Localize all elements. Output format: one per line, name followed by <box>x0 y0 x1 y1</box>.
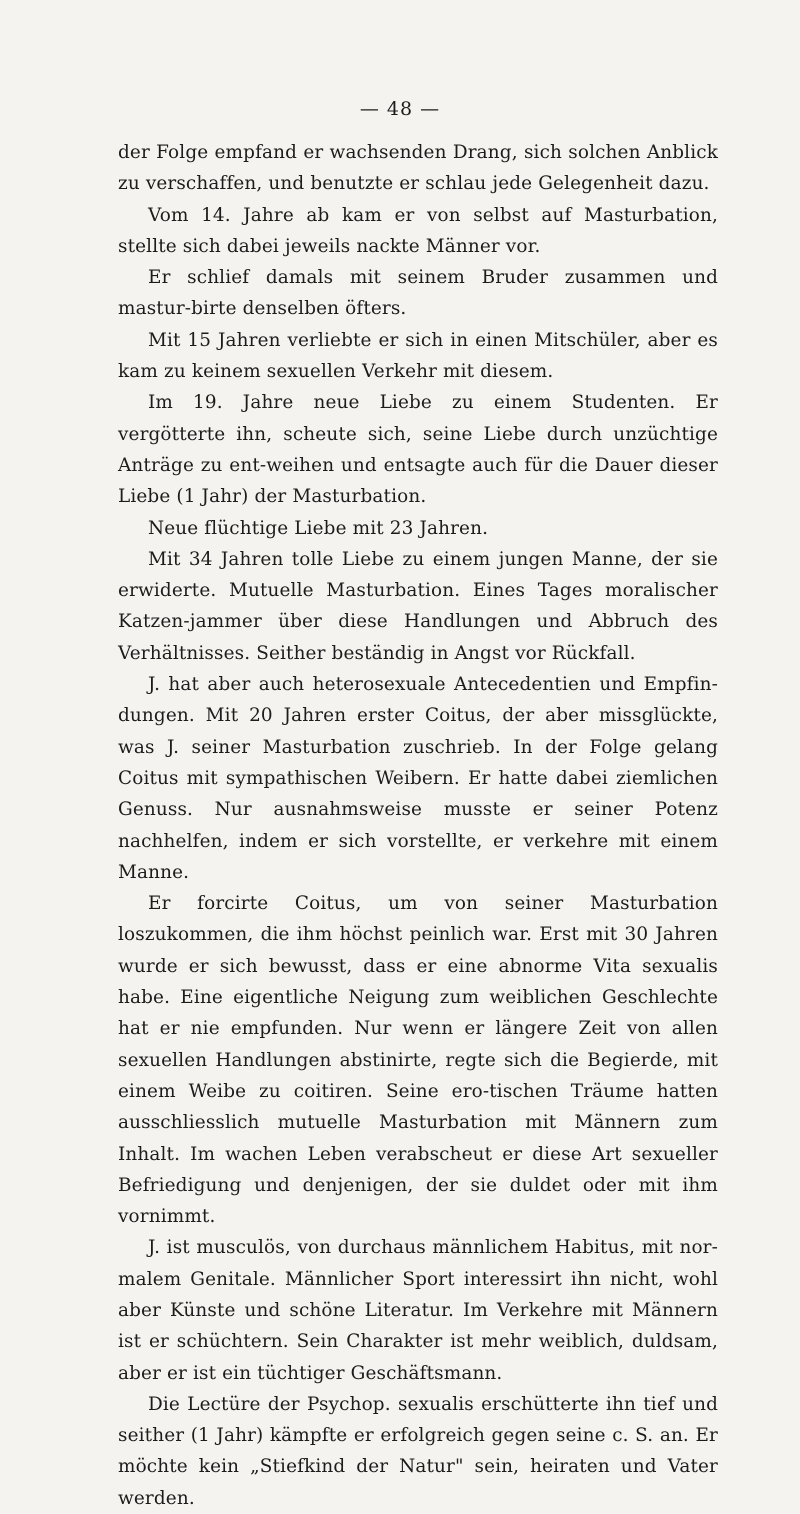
paragraph: J. hat aber auch heterosexuale Antecedentien und Empfin-dungen. Mit 20 Jahren erster Coitus, der aber missglückte, was J. seiner Masturbation zuschrieb. In der Folge gelang Coitus mit sympathischen Weibern. Er hatte dabei ziemlichen Genuss. Nur ausnahmsweise musste er seiner Potenz nachhelfen, indem er sich vorstellte, er verkehre mit einem Manne. <box>118 674 718 883</box>
paragraph: Er forcirte Coitus, um von seiner Masturbation loszukommen, die ihm höchst peinlich war. Erst mit 30 Jahren wurde er sich bewusst, dass er eine abnorme Vita sexualis habe. Eine eigentliche Neigung zum weiblichen Geschlechte hat er nie empfunden. Nur wenn er längere Zeit von allen sexuellen Handlungen abstinirte, regte sich die Begierde, mit einem Weibe zu coitiren. Seine ero-tischen Träume hatten ausschliesslich mutuelle Masturbation mit Männern zum Inhalt. Im wachen Leben verabscheut er diese Art sexueller Befriedigung und denjenigen, der sie duldet oder mit ihm vornimmt. <box>118 893 718 1228</box>
paragraph: Vom 14. Jahre ab kam er von selbst auf Masturbation, stellte sich dabei jeweils nackte Männer vor. <box>118 204 718 257</box>
paragraph: Die Lectüre der Psychop. sexualis erschütterte ihn tief und seither (1 Jahr) kämpfte er erfolgreich gegen seine c. S. an. Er möchte kein „Stiefkind der Natur" sein, heiraten und Vater werden. <box>118 1393 718 1509</box>
paragraph: J. ist musculös, von durchaus männlichem Habitus, mit nor-malem Genitale. Männlicher Sport interessirt ihn nicht, wohl aber Künste und schöne Literatur. Im Verkehre mit Männern ist er schüchtern. Sein Charakter ist mehr weiblich, duldsam, aber er ist ein tüchtiger Geschäftsmann. <box>118 1237 718 1384</box>
paragraph: Mit 34 Jahren tolle Liebe zu einem jungen Manne, der sie erwiderte. Mutuelle Masturbation. Eines Tages moralischer Katzen-jammer über diese Handlungen und Abbruch des Verhältnisses. Seither beständig in Angst vor Rückfall. <box>118 548 718 664</box>
body-text <box>118 137 718 1514</box>
paragraph: der Folge empfand er wachsenden Drang, sich solchen Anblick zu verschaffen, und benutzte er schlau jede Gelegenheit dazu. <box>118 142 718 195</box>
paragraph: Mit 15 Jahren verliebte er sich in einen Mitschüler, aber es kam zu keinem sexuellen Verkehr mit diesem. <box>118 329 718 383</box>
page-number: — 48 — <box>359 98 441 120</box>
paragraph: Neue flüchtige Liebe mit 23 Jahren. <box>148 517 489 539</box>
paragraph: Im 19. Jahre neue Liebe zu einem Studenten. Er vergötterte ihn, scheute sich, seine Liebe durch unzüchtige Anträge zu ent-weihen und entsagte auch für die Dauer dieser Liebe (1 Jahr) der Masturbation. <box>118 392 718 508</box>
paragraph: Er schlief damals mit seinem Bruder zusammen und mastur-birte denselben öfters. <box>118 267 718 320</box>
